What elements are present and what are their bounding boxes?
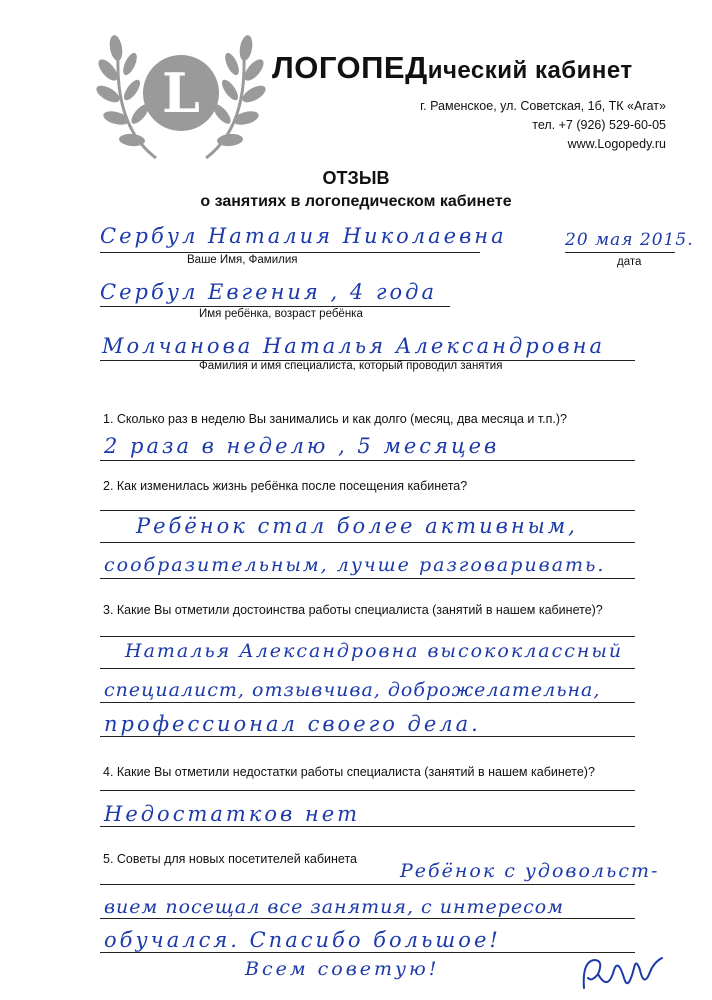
- answer-5-line-3: [100, 952, 635, 953]
- question-5: 5. Советы для новых посетителей кабинета: [103, 852, 357, 866]
- date-line: [565, 252, 675, 253]
- child-caption: Имя ребёнка, возраст ребёнка: [199, 308, 363, 320]
- answer-4: Недостатков нет: [104, 802, 361, 826]
- question-1: 1. Сколько раз в неделю Вы занимались и как долго (месяц, два месяца и т.п.)?: [103, 412, 567, 426]
- answer-3-line-1: [100, 636, 635, 637]
- answer-3-line-4: [100, 736, 635, 737]
- logo-letter: L: [162, 61, 200, 125]
- answer-3-text-1: Наталья Александровна высококлассный: [125, 640, 624, 662]
- form-subtitle: о занятиях в логопедическом кабинете: [200, 193, 512, 210]
- laurel-logo-icon: [96, 18, 266, 168]
- name-line: [100, 252, 480, 253]
- address-text: г. Раменское, ул. Советская, 1б, ТК «Агат»: [420, 99, 666, 113]
- handwritten-name: Сербул Наталия Николаевна: [100, 224, 507, 248]
- answer-2-line-1: [100, 510, 635, 511]
- answer-2-line-2: [100, 542, 635, 543]
- name-caption: Ваше Имя, Фамилия: [187, 254, 298, 266]
- answer-3-text-2: специалист, отзывчива, доброжелательна,: [104, 679, 601, 701]
- signature-icon: [578, 948, 668, 998]
- handwritten-date: 20 мая 2015.: [565, 230, 694, 250]
- question-3: 3. Какие Вы отметили достоинства работы специалиста (занятий в нашем кабинете)?: [103, 603, 603, 617]
- answer-2-line-3: [100, 578, 635, 579]
- answer-5-text-2: вием посещал все занятия, с интересом: [104, 896, 564, 918]
- answer-5-text-1: Ребёнок с удовольст-: [400, 860, 660, 882]
- answer-1-line: [100, 460, 635, 461]
- date-caption: дата: [617, 256, 642, 268]
- website-text: www.Logopedy.ru: [567, 137, 666, 151]
- answer-1: 2 раза в неделю , 5 месяцев: [104, 434, 500, 458]
- answer-4-line-2: [100, 826, 635, 827]
- answer-3-text-3: профессионал своего дела.: [104, 712, 481, 736]
- question-2: 2. Как изменилась жизнь ребёнка после посещения кабинета?: [103, 479, 468, 493]
- handwritten-child: Сербул Евгения , 4 года: [100, 280, 437, 304]
- form-title: ОТЗЫВ: [322, 168, 390, 188]
- brand-caps: ЛОГОПЕД: [272, 50, 428, 85]
- answer-5-text-3: обучался. Спасибо большое!: [104, 928, 501, 952]
- handwritten-specialist: Молчанова Наталья Александровна: [102, 334, 605, 358]
- answer-2-text-1: Ребёнок стал более активным,: [136, 514, 578, 538]
- child-line: [100, 306, 450, 307]
- answer-5-text-4: Всем советую!: [245, 958, 440, 980]
- question-4: 4. Какие Вы отметили недостатки работы специалиста (занятий в нашем кабинете)?: [103, 765, 595, 779]
- phone-text: тел. +7 (926) 529-60-05: [532, 118, 666, 132]
- answer-5-line-1: [100, 884, 635, 885]
- brand-rest: ический кабинет: [427, 57, 633, 84]
- answer-2-text-2: сообразительным, лучше разговаривать.: [104, 554, 606, 576]
- brand-name: [272, 50, 633, 86]
- specialist-caption: Фамилия и имя специалиста, который проводил занятия: [199, 360, 503, 372]
- answer-3-line-2: [100, 668, 635, 669]
- answer-3-line-3: [100, 702, 635, 703]
- answer-5-line-2: [100, 918, 635, 919]
- answer-4-line-1: [100, 790, 635, 791]
